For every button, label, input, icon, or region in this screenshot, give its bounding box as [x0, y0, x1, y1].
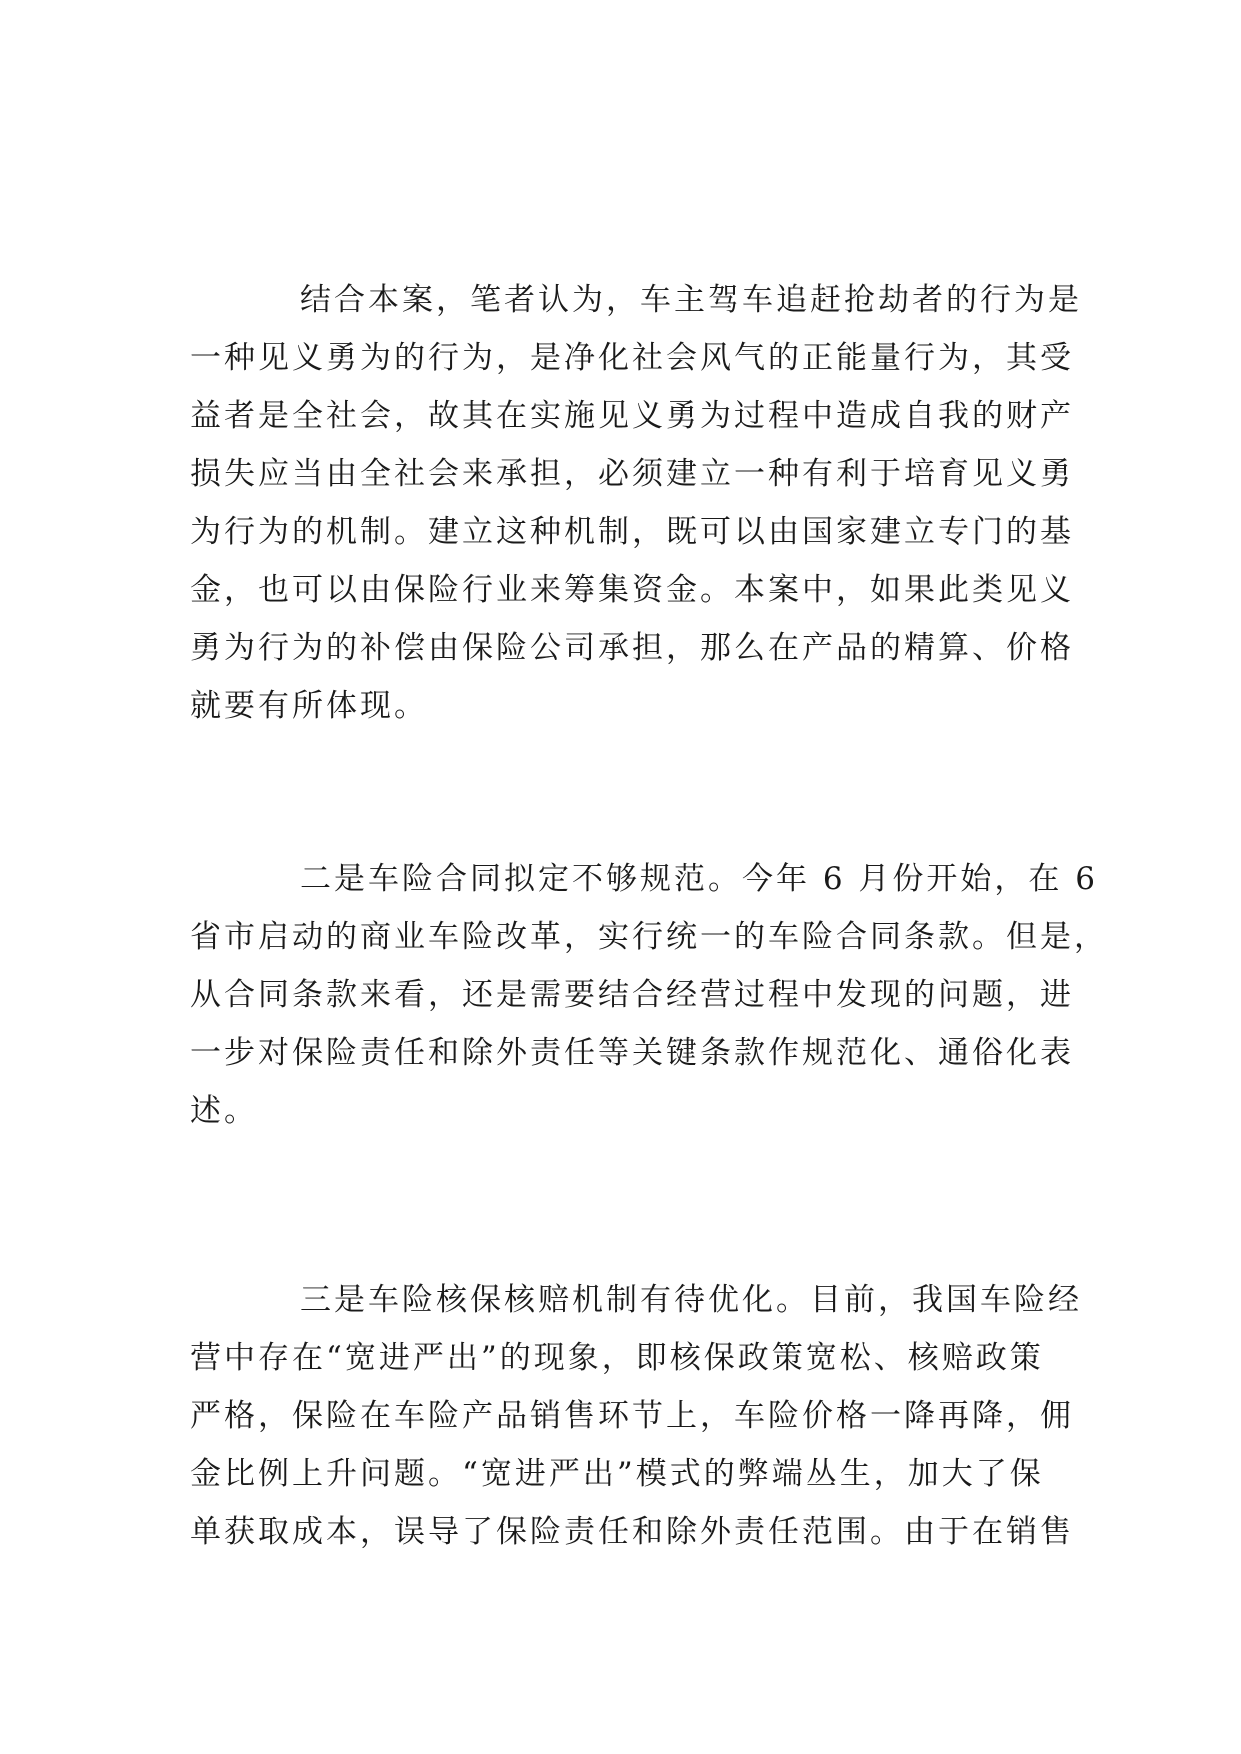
paragraph-line: 从合同条款来看，还是需要结合经营过程中发现的问题，进 — [190, 977, 1074, 1013]
paragraph-line: 结合本案，笔者认为，车主驾车追赶抢劫者的行为是 — [300, 282, 1082, 318]
paragraph-case-analysis — [190, 271, 1082, 735]
paragraph-line: 金，也可以由保险行业来筹集资金。本案中，如果此类见义 — [190, 572, 1074, 608]
paragraph-line: 单获取成本，误导了保险责任和除外责任范围。由于在销售 — [190, 1514, 1074, 1550]
paragraph-line: 二是车险合同拟定不够规范。今年 6 月份开始，在 6 — [300, 861, 1099, 897]
paragraph-line: 金比例上升问题。“宽进严出”模式的弊端丛生，加大了保 — [190, 1456, 1044, 1492]
paragraph-line: 省市启动的商业车险改革，实行统一的车险合同条款。但是， — [190, 919, 1108, 955]
paragraph-line: 就要有所体现。 — [190, 688, 428, 724]
paragraph-line: 损失应当由全社会来承担，必须建立一种有利于培育见义勇 — [190, 456, 1074, 492]
paragraph-line: 勇为行为的补偿由保险公司承担，那么在产品的精算、价格 — [190, 630, 1074, 666]
paragraph-line: 为行为的机制。建立这种机制，既可以由国家建立专门的基 — [190, 514, 1074, 550]
paragraph-line: 益者是全社会，故其在实施见义勇为过程中造成自我的财产 — [190, 398, 1074, 434]
paragraph-line: 述。 — [190, 1093, 258, 1129]
paragraph-line: 一步对保险责任和除外责任等关键条款作规范化、通俗化表 — [190, 1035, 1074, 1071]
paragraph-underwriting-mechanism — [190, 1271, 1082, 1561]
paragraph-line: 严格，保险在车险产品销售环节上，车险价格一降再降，佣 — [190, 1398, 1074, 1434]
paragraph-contract-norms — [190, 850, 1108, 1140]
paragraph-line: 三是车险核保核赔机制有待优化。目前，我国车险经 — [300, 1282, 1082, 1318]
paragraph-line: 一种见义勇为的行为，是净化社会风气的正能量行为，其受 — [190, 340, 1074, 376]
paragraph-line: 营中存在“宽进严出”的现象，即核保政策宽松、核赔政策 — [190, 1340, 1044, 1376]
